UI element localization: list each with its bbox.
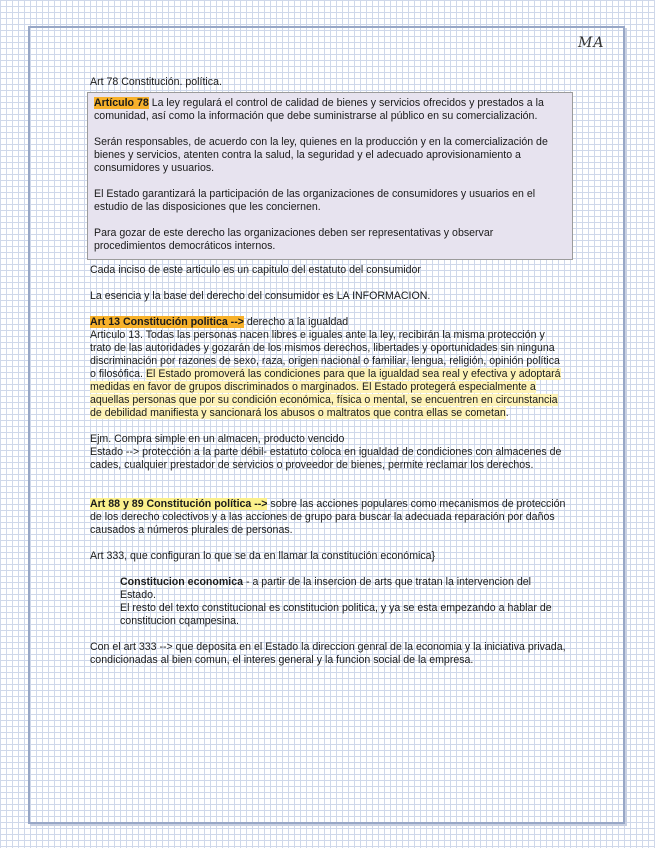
art88-paragraph xyxy=(90,498,568,537)
heading-art78: Art 78 Constitución. política. xyxy=(90,76,222,88)
art13-heading xyxy=(90,316,568,329)
econ-tag: Constitucion economica xyxy=(120,576,244,588)
article78-paragraph-2: Serán responsables, de acuerdo con la ley, quienes en la producción y en la comercialización de bienes y servicios, atenten contra la salud, la seguridad y el adecuado aprovisionamiento a consumidores y usuarios. xyxy=(94,136,548,174)
art13-text-highlighted: El Estado promoverá las condiciones para que la igualdad sea real y efectiva y adoptará medidas en favor de grupos discriminados o marginados. El Estado protegerá especialmente a aquellas personas que por su condición económica, física o mental, se encuentren en circunstancia de debilidad manifiesta y sancionará los abusos o maltratos que contra ellas se cometan xyxy=(90,368,561,419)
document-body xyxy=(90,76,568,667)
art13-tag: Art 13 Constitución politica --> xyxy=(90,316,244,328)
art88-tag: Art 88 y 89 Constitución política --> xyxy=(90,498,268,510)
econ-text: - a partir de la insercion de arts que tratan la intervencion del Estado. xyxy=(120,576,531,601)
art13-text-end: . xyxy=(505,407,509,419)
note-line-1: Cada inciso de este articulo es un capitulo del estatuto del consumidor xyxy=(90,264,421,276)
econ-line-1 xyxy=(120,576,568,602)
art13-subtitle: derecho a la igualdad xyxy=(243,316,349,328)
article78-paragraph-4: Para gozar de este derecho las organizaciones deben ser representativas y observar procedimientos democráticos internos. xyxy=(94,227,494,252)
article78-tag: Artículo 78 xyxy=(94,97,149,109)
art13-text xyxy=(90,329,568,420)
article78-paragraph-1 xyxy=(94,97,566,123)
signature-initials: MA xyxy=(578,35,605,51)
example-line-2: Estado --> protección a la parte débil- estatuto coloca en igualdad de condiciones con almacenes de cades, cualquier prestador de servicios o proveedor de bienes, permite reclamar los derechos. xyxy=(90,446,562,471)
example-line-1: Ejm. Compra simple en un almacen, producto vencido xyxy=(90,433,345,445)
art13-text-plain: Articulo 13. Todas las personas nacen libres e iguales ante la ley, recibirán la misma protección y trato de las autoridades y gozarán de los mismos derechos, libertades y oportunidades sin ninguna discriminación por razones de sexo, raza, origen nacional o familiar, lengua, religión, opinión política o filosófica. xyxy=(90,329,560,380)
econ-block xyxy=(120,576,568,628)
econ-line-2: El resto del texto constitucional es constitucion politica, y ya se esta empezando a hablar de constitucion cqampesina. xyxy=(120,602,552,627)
article78-paragraph-3: El Estado garantizará la participación de las organizaciones de consumidores y usuarios en el estudio de las disposiciones que les conciernen. xyxy=(94,188,536,213)
article78-text-1: La ley regulará el control de calidad de bienes y servicios ofrecidos y prestados a la comunidad, así como la información que debe suministrarse al público en su comercialización. xyxy=(94,97,544,122)
final-paragraph: Con el art 333 --> que deposita en el Estado la direccion genral de la economia y la iniciativa privada, condicionadas al bien comun, el interes general y la funcion social de la empresa. xyxy=(90,641,566,666)
art88-text: sobre las acciones populares como mecanismos de protección de los derecho colectivos y a las acciones de grupo para buscar la adecuada reparación por daños causados a números plurales de personas. xyxy=(90,498,566,536)
note-line-2: La esencia y la base del derecho del consumidor es LA INFORMACION. xyxy=(90,290,431,302)
article78-box xyxy=(87,92,573,260)
art333-line: Art 333, que configuran lo que se da en llamar la constitución económica} xyxy=(90,550,436,562)
